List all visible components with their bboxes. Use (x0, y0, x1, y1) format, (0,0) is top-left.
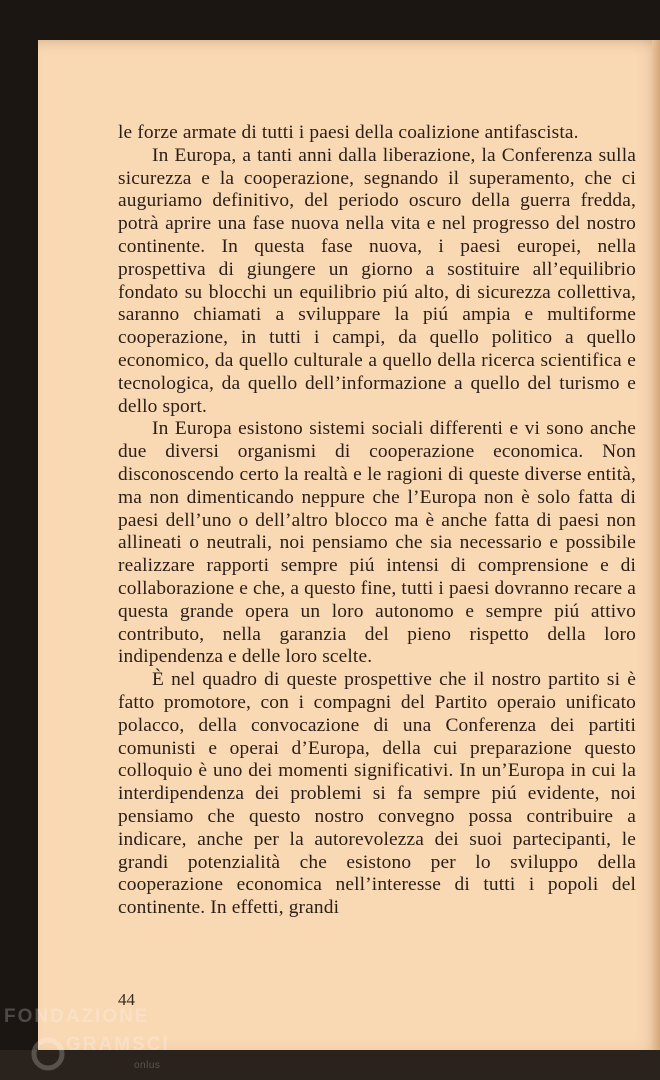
page-number: 44 (118, 990, 135, 1009)
page-edge (652, 40, 660, 1050)
paragraph-3: In Europa esistono sistemi sociali differenti e vi sono anche due diversi organismi di cooperazione economica. Non disconoscendo certo la realtà e le ragioni di queste diverse entità, ma non dimenticando neppure che l’Europa non è solo fatta di paesi dell’uno o dell’altro blocco ma è anche fatta di paesi non allineati o neutrali, noi pensiamo che sia necessario e possibile realizzare rapporti sempre piú intensi di comprensione e di collaborazione e che, a questo fine, tutti i paesi dovranno recare a questa grande opera un loro autonomo e sempre piú attivo contributo, nella garanzia del pieno rispetto della loro indipendenza e delle loro scelte. (118, 418, 636, 668)
watermark-line-1: FONDAZIONE (4, 1006, 150, 1027)
paragraph-2: In Europa, a tanti anni dalla liberazione, la Conferenza sulla sicurezza e la cooperazione, segnando il superamento, che ci auguriamo definitivo, del periodo oscuro della guerra fredda, potrà aprire una fase nuova nella vita e nel progresso del nostro continente. In questa fase nuova, i paesi europei, nella prospettiva di giungere un giorno a sostituire all’equilibrio fondato su blocchi un equilibrio piú alto, di sicurezza collettiva, saranno chiamati a sviluppare la piú ampia e multiforme cooperazione, in tutti i campi, da quello politico a quello economico, da quello culturale a quello della ricerca scientifica e tecnologica, da quello dell’informazione a quello del turismo e dello sport. (118, 144, 636, 417)
watermark-ring-icon (30, 1036, 66, 1072)
paragraph-1: le forze armate di tutti i paesi della coalizione antifascista. (118, 122, 579, 143)
paragraph-4: È nel quadro di queste prospettive che il nostro partito si è fatto promotore, con i compagni del Partito operaio unificato polacco, della convocazione di una Conferenza dei partiti comunisti e operai d’Europa, della cui preparazione questo colloquio è uno dei momenti significativi. In un’Europa in cui la interdipendenza dei problemi si fa sempre piú evidente, noi pensiamo che questo nostro convegno possa contribuire a indicare, anche per la autorevolezza dei suoi partecipanti, le grandi potenzialità che esistono per lo sviluppo della cooperazione economica nell’interesse di tutti i popoli del continente. In effetti, grandi (118, 669, 636, 919)
watermark-line-2: GRAMSCI (66, 1034, 170, 1055)
watermark-line-3: onlus (134, 1060, 161, 1071)
fondazione-gramsci-watermark (4, 1006, 204, 1076)
body-text (118, 122, 636, 920)
